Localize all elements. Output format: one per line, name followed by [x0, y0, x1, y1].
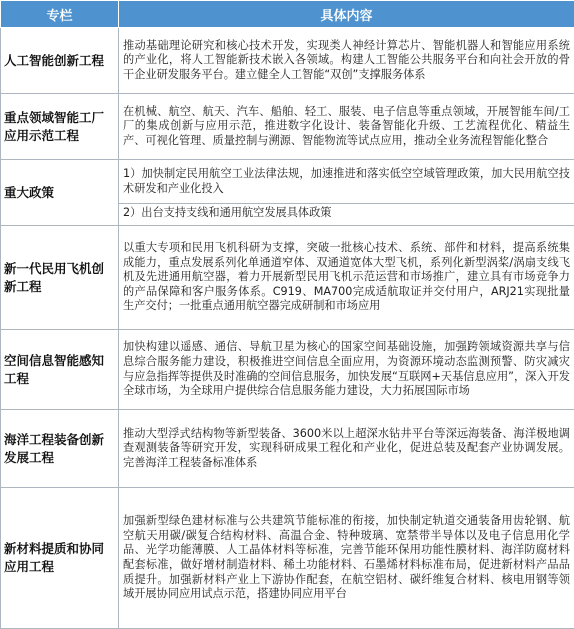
table-header-row — [1, 1, 574, 28]
row-content: 推动大型浮式结构物等新型装备、3600米以上超深水钻井平台等深远海装备、海洋极地调查观测装备等研究开发，实现科研成果工程化和产业化，促进总装及配套产业协调发展。完善海洋工程装备标准体系 — [119, 410, 574, 488]
row-content: 以重大专项和民用飞机科研为支撑，突破一批核心技术、系统、部件和材料，提高系统集成能力，重点发展系列化单通道窄体、双通道宽体大型飞机，系列化新型涡桨/涡扇支线飞机及先进通用航空器，着力开展新型民用飞机示范运营和市场推广，建立具有市场竞争力的产品保障和客户服务体系。C919、MA700完成适航取证并交付用户，ARJ21实现批量生产交付；一批重点通用航空器完成研制和市场应用 — [119, 226, 574, 330]
row-label: 重点领域智能工厂应用示范工程 — [1, 94, 119, 160]
table-row — [1, 488, 574, 629]
row-label: 重大政策 — [1, 160, 119, 226]
table-row — [1, 226, 574, 330]
row-label: 新材料提质和协同应用工程 — [1, 488, 119, 629]
table-row — [1, 160, 574, 204]
table-row — [1, 28, 574, 94]
table-row — [1, 410, 574, 488]
row-label: 海洋工程装备创新发展工程 — [1, 410, 119, 488]
row-content: 在机械、航空、航天、汽车、船舶、轻工、服装、电子信息等重点领域，开展智能车间/工厂的集成创新与应用示范，推进数字化设计、装备智能化升级、工艺流程优化、精益生产、可视化管理、质量控制与溯源、智能物流等试点应用，推动全业务流程智能化整合 — [119, 94, 574, 160]
row-content: 1）加快制定民用航空工业法律法规，加速推进和落实低空空域管理政策，加大民用航空技术研发和产业化投入 — [119, 160, 574, 204]
table-row — [1, 330, 574, 410]
table-row — [1, 94, 574, 160]
row-content: 推动基础理论研究和核心技术开发，实现类人神经计算芯片、智能机器人和智能应用系统的产业化，将人工智能新技术嵌入各领域。构建人工智能公共服务平台和向社会开放的骨干企业研发服务平台。建立健全人工智能“双创”支撑服务体系 — [119, 28, 574, 94]
row-content: 加强新型绿色建材标准与公共建筑节能标准的衔接，加快制定轨道交通装备用齿轮钢、航空航天用碳/碳复合结构材料、高温合金、特种玻璃、宽禁带半导体以及电子信息用化学品、光学功能薄膜、人工晶体材料等标准，完善节能环保用功能性膜材料、海洋防腐材料配套标准，做好增材制造材料、稀土功能材料、石墨烯材料标准布局，促进新材料产品品质提升。加强新材料产业上下游协作配套，在航空铝材、碳纤维复合材料、核电用钢等领域开展协同应用试点示范，搭建协同应用平台 — [119, 488, 574, 629]
row-content: 2）出台支持支线和通用航空发展具体政策 — [119, 204, 574, 226]
column-header-content: 具体内容 — [119, 1, 574, 28]
row-label: 空间信息智能感知工程 — [1, 330, 119, 410]
row-label: 新一代民用飞机创新工程 — [1, 226, 119, 330]
row-content: 加快构建以遥感、通信、导航卫星为核心的国家空间基础设施，加强跨领域资源共享与信息综合服务能力建设，积极推进空间信息全面应用，为资源环境动态监测预警、防灾减灾与应急指挥等提供及时准确的空间信息服务，加快发展“互联网+天基信息应用”，深入开发全球市场，为全球用户提供综合信息服务能力建设，大力拓展国际市场 — [119, 330, 574, 410]
column-header-column: 专栏 — [1, 1, 119, 28]
row-label: 人工智能创新工程 — [1, 28, 119, 94]
